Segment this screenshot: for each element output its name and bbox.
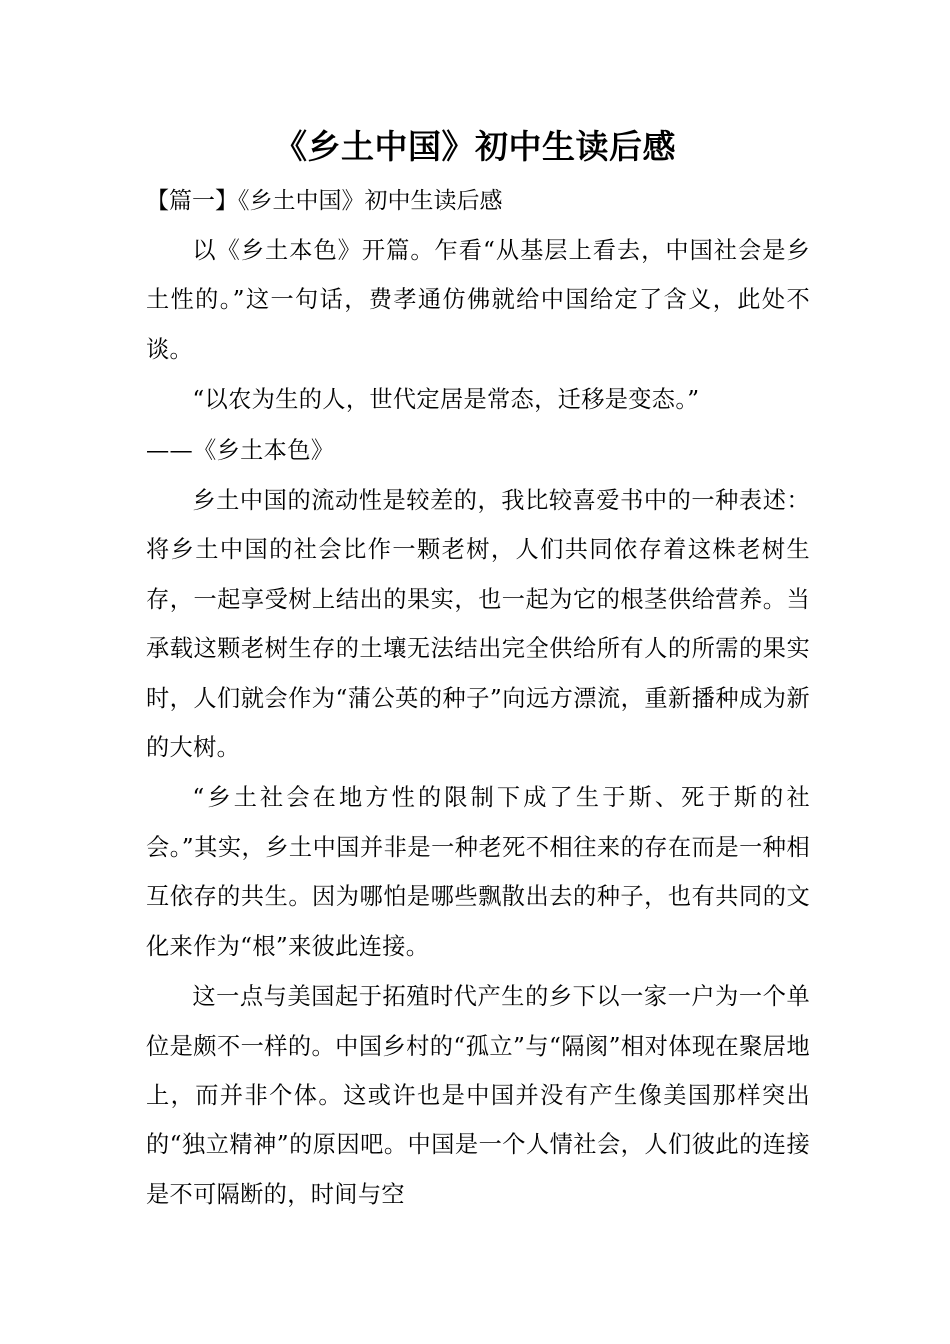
paragraph-old-tree: 乡土中国的流动性是较差的，我比较喜爱书中的一种表述：将乡土中国的社会比作一颗老树，人们共同依存着这株老树生存，一起享受树上结出的果实，也一起为它的根茎供给营养。当承载这颗老树生存的土壤无法结出完全供给所有人的所需的果实时，人们就会作为“蒲公英的种子”向远方漂流，重新播种成为新的大树。	[146, 487, 810, 762]
document-title: 《乡土中国》初中生读后感	[274, 127, 676, 166]
paragraph-quote: “以农为生的人，世代定居是常态，迁移是变态。”	[192, 386, 700, 414]
quote-attribution: ——《乡土本色》	[146, 436, 335, 464]
document-body	[146, 226, 810, 1220]
section-heading: 【篇一】《乡土中国》初中生读后感	[146, 188, 503, 214]
paragraph-opening: 以《乡土本色》开篇。乍看“从基层上看去，中国社会是乡土性的。”这一句话，费孝通仿佛就给中国给定了含义，此处不谈。	[146, 237, 810, 363]
paragraph-locality: “乡土社会在地方性的限制下成了生于斯、死于斯的社会。”其实，乡土中国并非是一种老死不相往来的存在而是一种相互依存的共生。因为哪怕是哪些飘散出去的种子，也有共同的文化来作为“根”来彼此连接。	[146, 784, 810, 960]
paragraph-comparison: 这一点与美国起于拓殖时代产生的乡下以一家一户为一个单位是颇不一样的。中国乡村的“孤立”与“隔阂”相对体现在聚居地上，而并非个体。这或许也是中国并没有产生像美国那样突出的“独立精神”的原因吧。中国是一个人情社会，人们彼此的连接是不可隔断的，时间与空	[146, 983, 810, 1208]
